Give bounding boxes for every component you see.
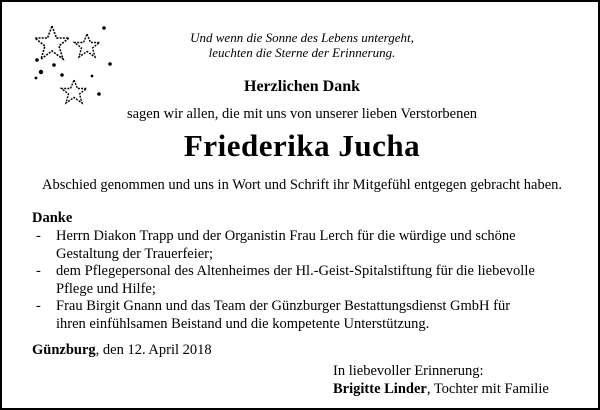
- place-date: [32, 342, 212, 359]
- list-dash: -: [36, 298, 41, 314]
- danke-heading: Danke: [32, 210, 73, 226]
- signature-intro: In liebevoller Erinnerung:: [333, 363, 484, 379]
- star-large-icon: [35, 26, 69, 59]
- thanks-list: [36, 228, 576, 333]
- list-item-line: Pflege und Hilfe;: [56, 280, 156, 297]
- list-item-line: ihren einfühlsamen Beistand und die kompetente Unterstützung.: [56, 315, 430, 332]
- list-item-line: Herrn Diakon Trapp und der Organistin Frau Lerch für die würdige und schöne: [56, 228, 516, 244]
- list-item-line: dem Pflegepersonal des Altenheimes der Hl.-Geist-Spitalstiftung für die liebevolle: [56, 263, 535, 279]
- list-item: [36, 263, 576, 298]
- list-item: [36, 298, 576, 333]
- list-dash: -: [36, 263, 41, 279]
- quote-line-2: leuchten die Sterne der Erinnerung.: [208, 45, 396, 60]
- signature: [333, 381, 549, 398]
- signature-name: Brigitte Linder: [333, 381, 427, 397]
- list-item: [36, 228, 576, 263]
- thanks-title: Herzlichen Dank: [244, 78, 360, 95]
- list-item-line: Gestaltung der Trauerfeier;: [56, 245, 214, 262]
- signature-suffix: , Tochter mit Familie: [426, 381, 549, 397]
- thanks-intro: sagen wir allen, die mit uns von unserer lieben Verstorbenen: [126, 106, 478, 122]
- list-item-line: Frau Birgit Gnann und das Team der Günzburger Bestattungsdienst GmbH für: [56, 298, 511, 314]
- quote-line-1: Und wenn die Sonne des Lebens untergeht,: [190, 30, 414, 45]
- star-right-icon: [75, 34, 100, 57]
- farewell-text: Abschied genommen und uns in Wort und Schrift ihr Mitgefühl entgegen gebracht haben.: [41, 177, 563, 193]
- place-name: Günzburg: [32, 342, 96, 358]
- list-dash: -: [36, 228, 41, 244]
- deceased-name: Friederika Jucha: [183, 128, 421, 163]
- date-text: , den 12. April 2018: [95, 342, 212, 358]
